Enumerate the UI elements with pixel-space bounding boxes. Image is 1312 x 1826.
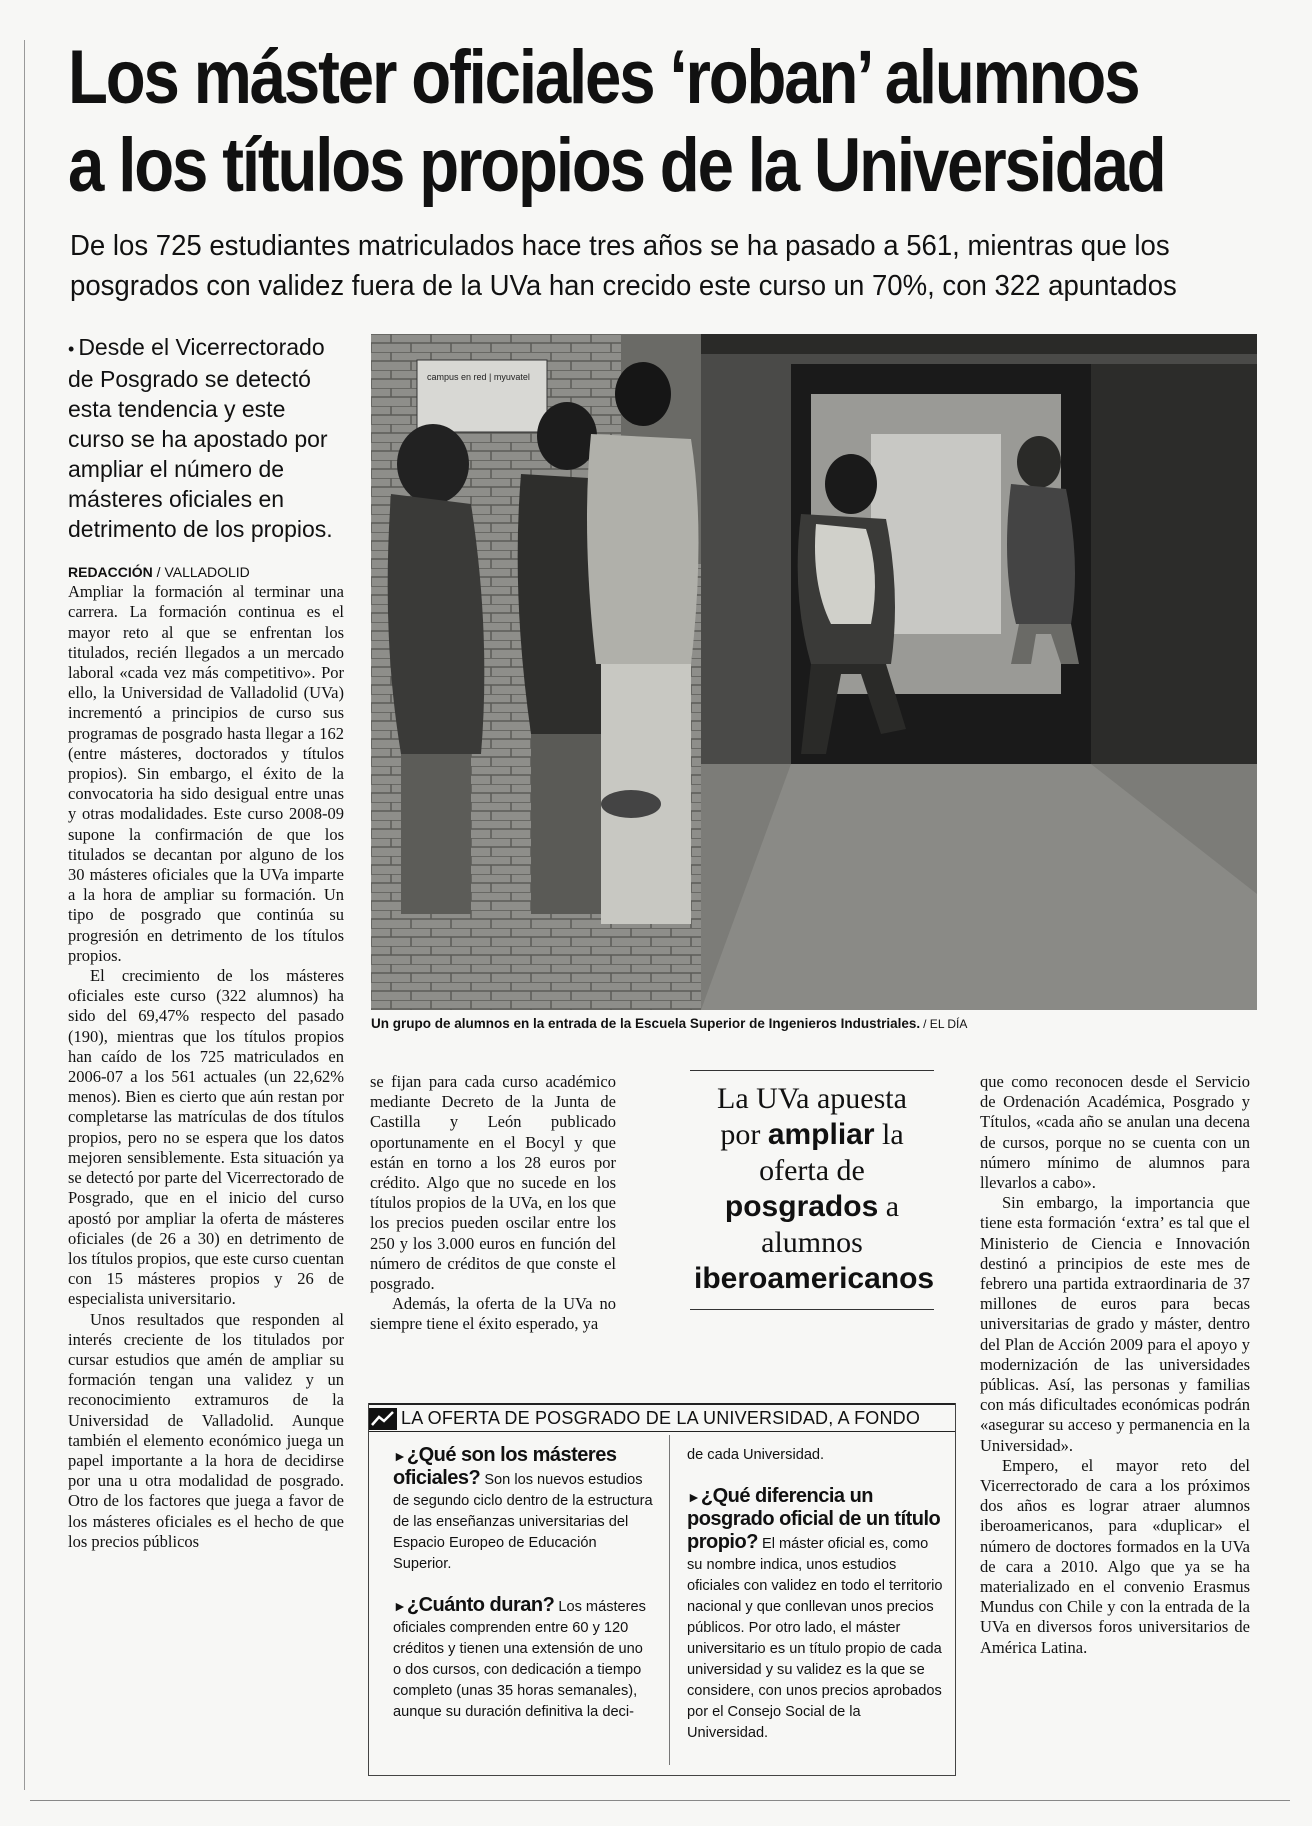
faq-answer: El máster oficial es, como su nombre indica, unos estudios oficiales con validez en todo el territorio nacional y que conllevan unos precios públicos. Por otro lado, el máster universitario es un título propio de cada universidad y su validez es la que se considere, con unos precios aprobados por el Consejo Social de la Universidad. [687, 1536, 943, 1741]
info-box [368, 1403, 956, 1776]
arrow-right-icon: ► [393, 1448, 407, 1464]
faq-question: ¿Qué diferencia un posgrado oficial de un título propio? [687, 1485, 941, 1553]
arrow-right-icon: ► [687, 1489, 701, 1505]
info-box-title: LA OFERTA DE POSGRADO DE LA UNIVERSIDAD, A FONDO [401, 1408, 921, 1428]
bottom-rule [30, 1800, 1290, 1801]
faq-item [687, 1486, 945, 1744]
pullquote-text: La UVa apuesta por [717, 1082, 907, 1151]
byline-location: / VALLADOLID [152, 564, 250, 580]
photo-sign-text: campus en red | myuvatel [427, 372, 530, 382]
pullquote-text: la oferta de [759, 1118, 904, 1187]
headline-line-2: a los títulos propios de la Universidad [68, 123, 1165, 208]
body-paragraph: Empero, el mayor reto del Vicerrectorado de cara a los próximos dos años es lograr atraer alumnos iberoamericanos, para «duplicar» el número de doctores formados en la UVa de cara a 2010. Algo que ya se ha materializado en el convenio Erasmus Mundus con Chile y con la entrada de la UVa en diversos foros universitarios de América Latina. [980, 1455, 1250, 1657]
faq-answer: Los másteres oficiales comprenden entre 60 y 120 créditos y tienen una extensión de uno o dos cursos, con dedicación a tiempo completo (unas 35 horas semanales), aunque su duración definitiva la deci- [393, 1599, 646, 1720]
pull-quote [690, 1070, 934, 1310]
body-paragraph: Unos resultados que responden al interés creciente de los titulados por cursar estudios que amén de ampliar su formación tengan una validez y un reconocimiento extramuros de la Universidad de Valladolid. Aunque también el elemento económico juega un papel importante a la hora de decidirse por una u otra modalidad de posgrado. Otro de los factores que juega a favor de los másteres oficiales es el hecho de que los precios públicos [68, 1309, 344, 1551]
body-paragraph: Ampliar la formación al terminar una carrera. La formación continua es el mayor reto al que se enfrentan los titulados, recién llegados a un mercado laboral «cada vez más competitivo». Por ello, la Universidad de Valladolid (UVa) incrementó a principios de curso sus programas de posgrado hasta llegar a 162 (entre másteres, doctorados y títulos propios). Sin embargo, el éxito de la convocatoria ha sido desigual entre unas y otras modalidades. Este curso 2008-09 supone la confirmación de que los titulados se decantan por alguno de los 30 másteres oficiales que la UVa imparte a la hora de ampliar su formación. Un tipo de posgrado que continúa su progresión en detrimento de los títulos propios. [68, 582, 344, 965]
headline-line-1: Los máster oficiales ‘roban’ alumnos [68, 35, 1139, 120]
article-column-1 [68, 562, 344, 1552]
bullet-icon: • [68, 339, 75, 359]
pullquote-emphasis: posgrados [724, 1190, 879, 1223]
caption-text: Un grupo de alumnos en la entrada de la Escuela Superior de Ingenieros Industriales. [371, 1016, 921, 1031]
byline-author: REDACCIÓN [68, 564, 153, 580]
article-column-2 [370, 1072, 616, 1335]
news-photo [371, 334, 1257, 1010]
trend-chart-icon [369, 1408, 397, 1430]
lead-text: Desde el Vicerrectorado de Posgrado se detectó esta tendencia y este curso se ha apostado por ampliar el número de másteres oficiales en detrimento de los propios. [68, 334, 333, 542]
lead-summary [68, 332, 340, 544]
info-box-column-right [687, 1445, 945, 1764]
page-margin-rule [24, 40, 25, 1790]
arrow-right-icon: ► [393, 1598, 407, 1614]
pullquote-emphasis: ampliar [767, 1118, 875, 1151]
body-paragraph: se fijan para cada curso académico mediante Decreto de la Junta de Castilla y León publicado oportunamente en el Bocyl y que están en torno a los 28 euros por crédito. Algo que no sucede en los títulos propios de la UVa, en los que los precios pueden oscilar entre los 250 y los 3.000 euros en función del número de créditos de que conste el posgrado. [370, 1072, 616, 1294]
photo-caption [371, 1016, 1261, 1031]
body-paragraph: Además, la oferta de la UVa no siempre tiene el éxito esperado, ya [370, 1294, 616, 1334]
info-box-divider [669, 1435, 670, 1765]
subheadline: De los 725 estudiantes matriculados hace tres años se ha pasado a 561, mientras que los posgrados con validez fuera de la UVa han crecido este curso un 70%, con 322 apuntados [70, 230, 1177, 302]
faq-item [393, 1445, 653, 1575]
info-box-column-left [393, 1445, 653, 1743]
pullquote-text: a alumnos [761, 1190, 900, 1259]
info-box-header [369, 1403, 955, 1432]
body-paragraph: El crecimiento de los másteres oficiales este curso (322 alumnos) ha sido del 69,47% respecto del pasado (190), mientras que los títulos propios han caído de los 725 matriculados en 2006-07 a los 561 actuales (un 22,62% menos). Bien es cierto que aún restan por completarse las matrículas de dos títulos propios, pero no se espera que los datos mejoren sensiblemente. Esta situación ya se detectó por parte del Vicerrectorado de Posgrado, que en el inicio del curso apostó por ampliar la oferta de másteres oficiales (de 26 a 30) en detrimento de los títulos propios, que este curso cuentan con 15 másteres propios y 26 de especialista universitario. [68, 966, 344, 1309]
photo-credit: / EL DÍA [923, 1017, 968, 1031]
body-paragraph: Sin embargo, la importancia que tiene esta formación ‘extra’ es tal que el Ministerio de Ciencia e Innovación destinó a principios de este mes de febrero una partida extraordinaria de 37 millones de euros para becas universitarias de grado y máster, dentro del Plan de Acción 2009 para el apoyo y modernización de las universidades públicas. Así, las personas y familias con más dificultades económicas podrán «asegurar su acceso y permanencia en la Universidad». [980, 1193, 1250, 1455]
faq-question: ¿Qué son los másteres oficiales? [393, 1444, 617, 1489]
pullquote-emphasis: iberoamericanos [694, 1262, 935, 1295]
faq-answer-continuation: de cada Universidad. [687, 1447, 825, 1463]
byline [68, 562, 344, 582]
headline [68, 34, 1165, 210]
faq-answer: Son los nuevos estudios de segundo ciclo dentro de la estructura de las enseñanzas universitarias del Espacio Europeo de Educación Superior. [393, 1472, 653, 1572]
article-column-4 [980, 1072, 1250, 1658]
body-paragraph: que como reconocen desde el Servicio de Ordenación Académica, Posgrado y Títulos, «cada año se anulan una decena de cursos, porque no se cuenta con un número mínimo de alumnos para llevarlos a cabo». [980, 1072, 1250, 1193]
faq-question: ¿Cuánto duran? [406, 1594, 555, 1616]
faq-item [393, 1595, 653, 1723]
photo-illustration [371, 334, 1257, 1010]
